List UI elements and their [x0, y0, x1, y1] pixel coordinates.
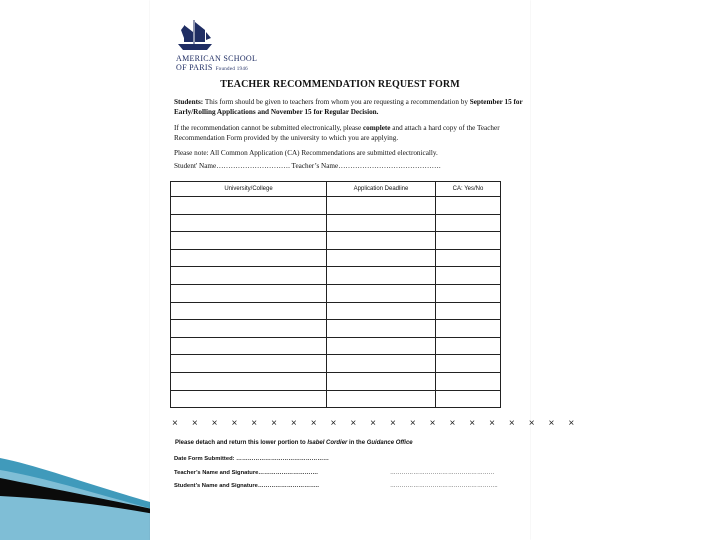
- university-cell[interactable]: [171, 267, 327, 285]
- deadline-cell[interactable]: [327, 337, 436, 355]
- ca-cell[interactable]: [436, 267, 501, 285]
- ca-cell[interactable]: [436, 197, 501, 215]
- ca-cell[interactable]: [436, 320, 501, 338]
- university-cell[interactable]: [171, 284, 327, 302]
- header-university: University/College: [171, 182, 327, 197]
- header-ca: CA: Yes/No: [436, 182, 501, 197]
- school-logo: [176, 20, 256, 75]
- deadline-cell[interactable]: [327, 302, 436, 320]
- ca-cell[interactable]: [436, 390, 501, 408]
- university-cell[interactable]: [171, 249, 327, 267]
- table-row: [171, 284, 501, 302]
- students-label: Students:: [174, 98, 204, 106]
- deadline-cell[interactable]: [327, 355, 436, 373]
- table-row: [171, 320, 501, 338]
- form-title: TEACHER RECOMMENDATION REQUEST FORM: [220, 79, 460, 90]
- hard-copy-text-b: and attach a hard copy of the Teacher Recommendation Form provided by the university to which you are applying.: [174, 124, 500, 142]
- table-row: [171, 302, 501, 320]
- ca-cell[interactable]: [436, 302, 501, 320]
- detach-instructions: [175, 440, 413, 446]
- ship-icon: [176, 20, 214, 52]
- deadline-cell[interactable]: [327, 372, 436, 390]
- table-row: [171, 355, 501, 373]
- common-app-note: Please note: All Common Application (CA) Recommendations are submitted electronically.: [174, 149, 438, 157]
- university-cell[interactable]: [171, 320, 327, 338]
- ca-cell[interactable]: [436, 355, 501, 373]
- ca-cell[interactable]: [436, 249, 501, 267]
- students-text: This form should be given to teachers from whom you are requesting a recommendation by: [203, 98, 470, 106]
- table-row: [171, 232, 501, 250]
- student-signature-line[interactable]: ………………………………………………..: [390, 483, 498, 489]
- deadline-cell[interactable]: [327, 232, 436, 250]
- logo-line-2-row: [176, 63, 316, 74]
- deadline-cell[interactable]: [327, 267, 436, 285]
- detach-cut-marks: × × × × × × × × × × × × × × × × × × × × ×: [172, 418, 580, 429]
- university-cell[interactable]: [171, 214, 327, 232]
- table-row: [171, 214, 501, 232]
- hard-copy-instructions: [174, 124, 524, 143]
- table-row: [171, 197, 501, 215]
- university-cell[interactable]: [171, 337, 327, 355]
- detach-office: Guidance Office: [366, 440, 413, 446]
- header-deadline: Application Deadline: [327, 182, 436, 197]
- deadline-cell[interactable]: [327, 284, 436, 302]
- logo-established: Founded 1946: [215, 67, 248, 72]
- table-row: [171, 372, 501, 390]
- student-signature-field[interactable]: Student’s Name and Signature…………………………..: [174, 483, 320, 489]
- university-cell[interactable]: [171, 372, 327, 390]
- logo-wordmark: [176, 54, 316, 74]
- teacher-signature-line[interactable]: ………………………………………………: [390, 470, 495, 476]
- logo-line-1: AMERICAN SCHOOL: [176, 54, 258, 63]
- hard-copy-complete: complete: [362, 124, 391, 132]
- table-header-row: [171, 182, 501, 197]
- detach-person: Isabel Cordier: [307, 440, 348, 446]
- table-row: [171, 267, 501, 285]
- date-submitted-field[interactable]: Date Form Submitted: …………………………………………: [174, 456, 329, 462]
- ca-cell[interactable]: [436, 232, 501, 250]
- table-row: [171, 337, 501, 355]
- university-cell[interactable]: [171, 232, 327, 250]
- deadline-cell[interactable]: [327, 197, 436, 215]
- deadline-cell[interactable]: [327, 320, 436, 338]
- university-table: [170, 181, 501, 408]
- ca-cell[interactable]: [436, 214, 501, 232]
- university-cell[interactable]: [171, 390, 327, 408]
- detach-text-a: Please detach and return this lower portion to: [175, 440, 308, 446]
- university-cell[interactable]: [171, 197, 327, 215]
- names-line[interactable]: Student' Name…………………………. Teacher’s Name…………………………………….: [174, 162, 441, 170]
- logo-line-2: OF PARIS: [176, 63, 213, 72]
- deadline-text: September 15 for Early/Rolling Applications and November 15 for Regular Decision.: [174, 98, 523, 116]
- ca-cell[interactable]: [436, 284, 501, 302]
- deadline-cell[interactable]: [327, 249, 436, 267]
- form-page: [150, 0, 580, 540]
- university-cell[interactable]: [171, 355, 327, 373]
- ca-cell[interactable]: [436, 337, 501, 355]
- hard-copy-text-a: If the recommendation cannot be submitted electronically, please: [174, 124, 363, 132]
- table-row: [171, 390, 501, 408]
- university-cell[interactable]: [171, 302, 327, 320]
- detach-text-c: in the: [347, 440, 367, 446]
- teacher-signature-field[interactable]: Teacher’s Name and Signature………………………….: [174, 470, 318, 476]
- deadline-cell[interactable]: [327, 214, 436, 232]
- students-instructions: [174, 98, 524, 117]
- deadline-cell[interactable]: [327, 390, 436, 408]
- ca-cell[interactable]: [436, 372, 501, 390]
- table-row: [171, 249, 501, 267]
